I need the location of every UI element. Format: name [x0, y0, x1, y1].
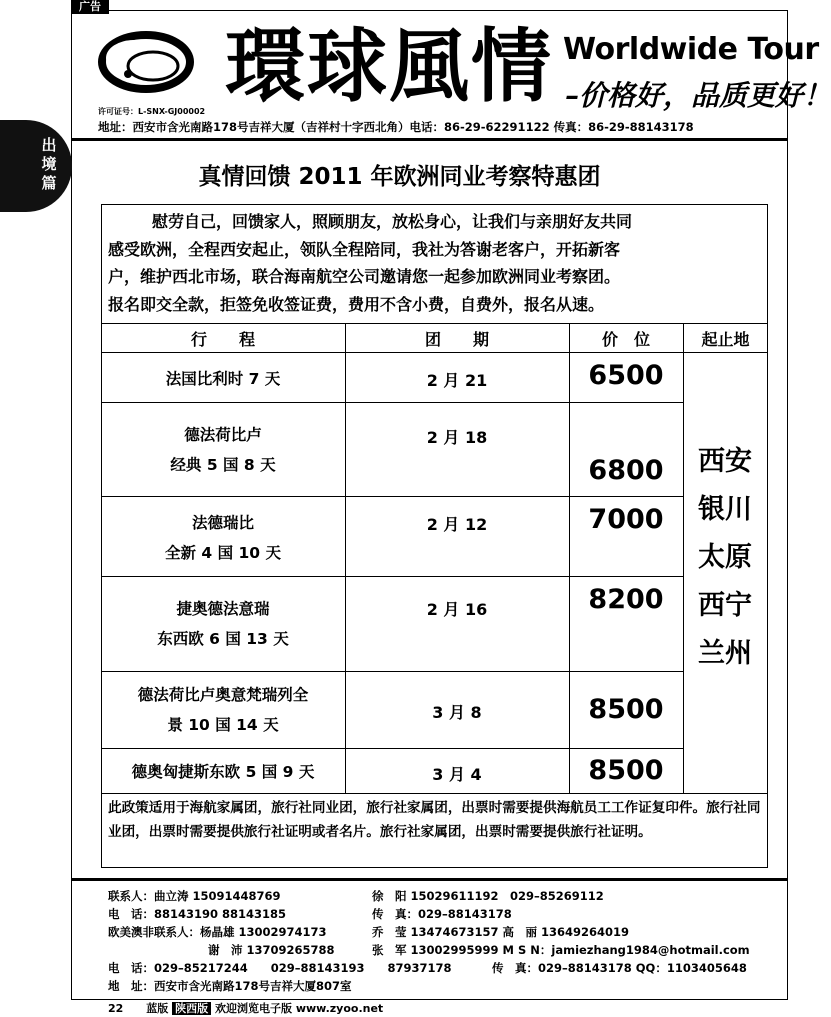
col-header-date: 团 期 [424, 330, 489, 349]
footer-website[interactable]: 欢迎浏览电子版 www.zyoo.net [214, 1002, 384, 1015]
contact-line: 电 话：029–85217244 029–88143193 87937178 [108, 961, 452, 975]
publication-badge: 陕西版 [172, 1002, 211, 1015]
price-value: 6800 [588, 455, 664, 486]
route-name: 捷奥德法意瑞 [176, 600, 270, 618]
footer-divider [71, 878, 788, 881]
price-value: 8500 [588, 755, 664, 786]
departure-date: 2 月 18 [426, 428, 488, 447]
price-value: 8500 [588, 694, 664, 725]
departure-date: 2 月 21 [426, 371, 488, 390]
edition-label: 蓝版 [146, 1002, 169, 1015]
col-header-price: 价 位 [601, 330, 650, 349]
contact-line: 谢 沛 13709265788 [208, 943, 335, 957]
slogan: –价格好，品质更好！ [565, 79, 831, 112]
section-tab-label: 出境篇 [41, 136, 57, 192]
route-name: 全新 4 国 10 天 [165, 544, 281, 562]
intro-text [108, 208, 763, 318]
origin-city: 兰州 [698, 638, 752, 669]
route-name: 经典 5 国 8 天 [170, 456, 276, 474]
policy-note: 此政策适用于海航家属团，旅行社同业团，旅行社家属团，出票时需要提供海航员工工作证复印件。旅行社同业团，出票时需要提供旅行社证明或者名片。旅行社家属团，出票时需要提供旅行社证明。 [108, 800, 761, 840]
origin-city: 太原 [698, 542, 752, 573]
contact-line: 欧美澳非联系人：杨晶雄 13002974173 [108, 925, 327, 939]
intro-line: 报名即交全款，拒签免收签证费，费用不含小费，自费外，报名从速。 [108, 294, 605, 314]
contact-line: 地 址：西安市含光南路178号吉祥大厦807室 [108, 979, 352, 993]
ad-tag: 广告 [71, 0, 109, 14]
company-address: 地址：西安市含光南路178号吉祥大厦（吉祥村十字西北角）电话：86-29-62291122 传真：86-29-88143178 [98, 120, 694, 134]
route-name: 法国比利时 7 天 [165, 370, 281, 388]
departure-date: 3 月 8 [432, 703, 482, 722]
contact-line: 张 军 13002995999 M S N：jamiezhang1984@hotmail.com [372, 943, 750, 957]
route-name: 法德瑞比 [191, 514, 254, 532]
contact-line: 传 真：029–88143178 [372, 907, 512, 921]
intro-line: 感受欧洲，全程西安起止，领队全程陪同，我社为答谢老客户，开拓新客 [108, 239, 621, 259]
brand-name-cn: 環球風情 [225, 19, 553, 113]
route-name: 东西欧 6 国 13 天 [157, 630, 289, 648]
table-rule [101, 402, 683, 403]
route-name: 德法荷比卢 [184, 426, 262, 444]
price-value: 7000 [588, 504, 664, 535]
license-number: 许可证号：L-SNX-GJ00002 [98, 107, 206, 116]
route-name: 德奥匈捷斯东欧 5 国 9 天 [131, 763, 315, 781]
contact-line: 联系人：曲立涛 15091448769 [108, 889, 281, 903]
table-rule [101, 323, 768, 324]
contact-line: 徐 阳 15029611192 029–85269112 [372, 889, 604, 903]
departure-date: 2 月 12 [426, 515, 488, 534]
page-number: 22 [108, 1002, 124, 1015]
origin-city: 银川 [698, 494, 752, 525]
price-value: 6500 [588, 360, 664, 391]
contact-line: 传 真：029–88143178 QQ：1103405648 [492, 961, 747, 975]
origin-cities [683, 438, 767, 678]
table-rule [101, 496, 683, 497]
intro-line: 慰劳自己，回馈家人，照顾朋友，放松身心，让我们与亲朋好友共同 [152, 212, 633, 231]
page-title: 真情回馈 2011 年欧洲同业考察特惠团 [198, 164, 601, 190]
col-header-origin: 起止地 [701, 330, 750, 349]
globe-logo-icon [98, 26, 194, 96]
route-name: 景 10 国 14 天 [167, 716, 279, 734]
table-rule [101, 352, 768, 353]
route-name: 德法荷比卢奥意梵瑞列全 [137, 686, 309, 704]
table-rule [101, 671, 683, 672]
contact-line: 电 话：88143190 88143185 [108, 907, 287, 921]
table-rule [101, 793, 768, 794]
price-value: 8200 [588, 584, 664, 615]
intro-line: 户，维护西北市场，联合海南航空公司邀请您一起参加欧洲同业考察团。 [108, 267, 621, 286]
page-footer [108, 1000, 383, 1016]
departure-date: 2 月 16 [426, 600, 488, 619]
origin-city: 西安 [698, 446, 752, 477]
contact-line: 乔 莹 13474673157 高 丽 13649264019 [372, 925, 630, 939]
col-header-route: 行 程 [190, 330, 255, 349]
departure-date: 3 月 4 [432, 765, 482, 784]
table-rule [101, 748, 683, 749]
table-rule [101, 576, 683, 577]
brand-name-en: Worldwide Tour [563, 32, 819, 67]
origin-city: 西宁 [698, 590, 752, 621]
header-divider [71, 138, 788, 141]
